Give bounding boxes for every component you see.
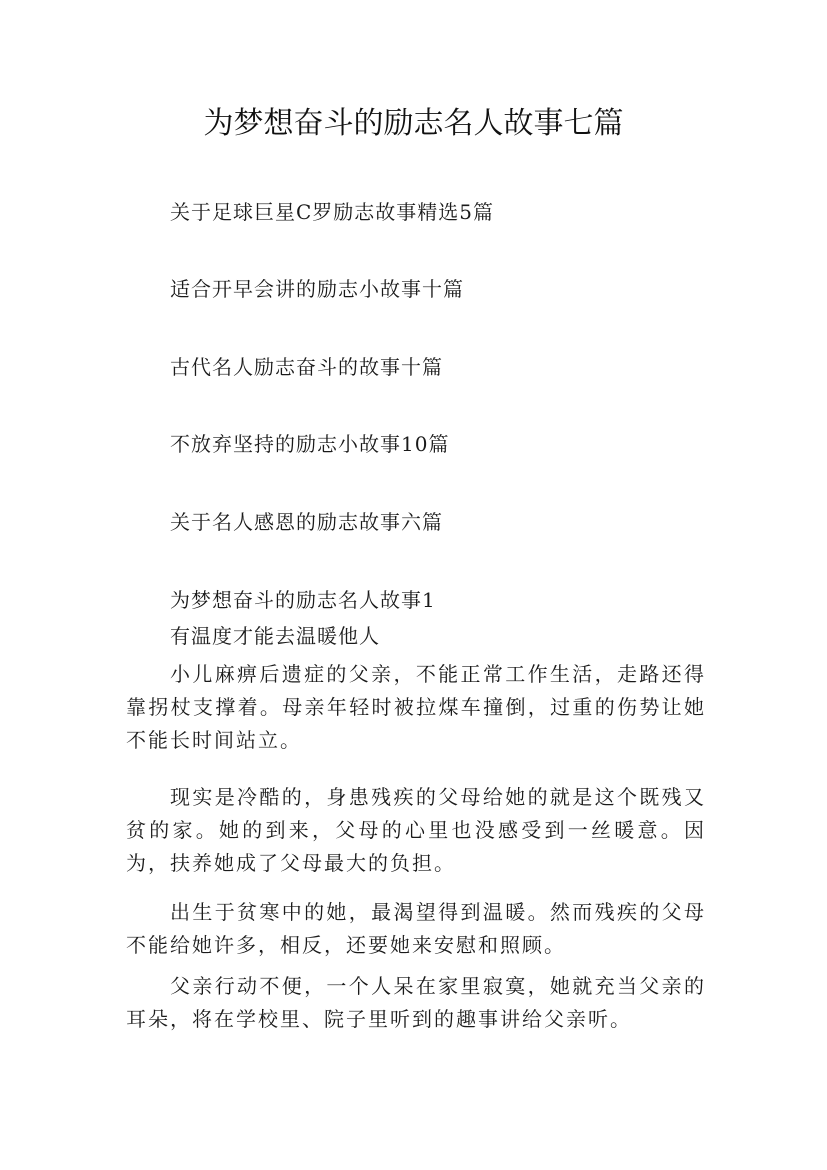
document-title: 为梦想奋斗的励志名人故事七篇	[203, 106, 624, 141]
story-paragraph-4: 父亲行动不便，一个人呆在家里寂寞，她就充当父亲的耳朵，将在学校里、院子里听到的趣事讲给父亲听。	[126, 974, 706, 1031]
story-paragraph-1: 小儿麻痹后遗症的父亲，不能正常工作生活，走路还得靠拐杖支撑着。母亲年轻时被拉煤车撞倒，过重的伤势让她不能长时间站立。	[126, 662, 706, 752]
related-link-1[interactable]: 关于足球巨星C罗励志故事精选5篇	[170, 200, 495, 224]
related-link-5[interactable]: 关于名人感恩的励志故事六篇	[170, 510, 443, 534]
story-subtitle: 有温度才能去温暖他人	[170, 624, 380, 648]
story-heading: 为梦想奋斗的励志名人故事1	[170, 588, 436, 612]
story-paragraph-3: 出生于贫寒中的她，最渴望得到温暖。然而残疾的父母不能给她许多，相反，还要她来安慰和照顾。	[126, 900, 706, 957]
story-paragraph-2: 现实是冷酷的，身患残疾的父母给她的就是这个既残又贫的家。她的到来，父母的心里也没感受到一丝暖意。因为，扶养她成了父母最大的负担。	[126, 785, 706, 875]
related-link-3[interactable]: 古代名人励志奋斗的故事十篇	[170, 355, 443, 379]
related-link-2[interactable]: 适合开早会讲的励志小故事十篇	[170, 277, 464, 301]
related-link-4[interactable]: 不放弃坚持的励志小故事10篇	[170, 432, 450, 456]
